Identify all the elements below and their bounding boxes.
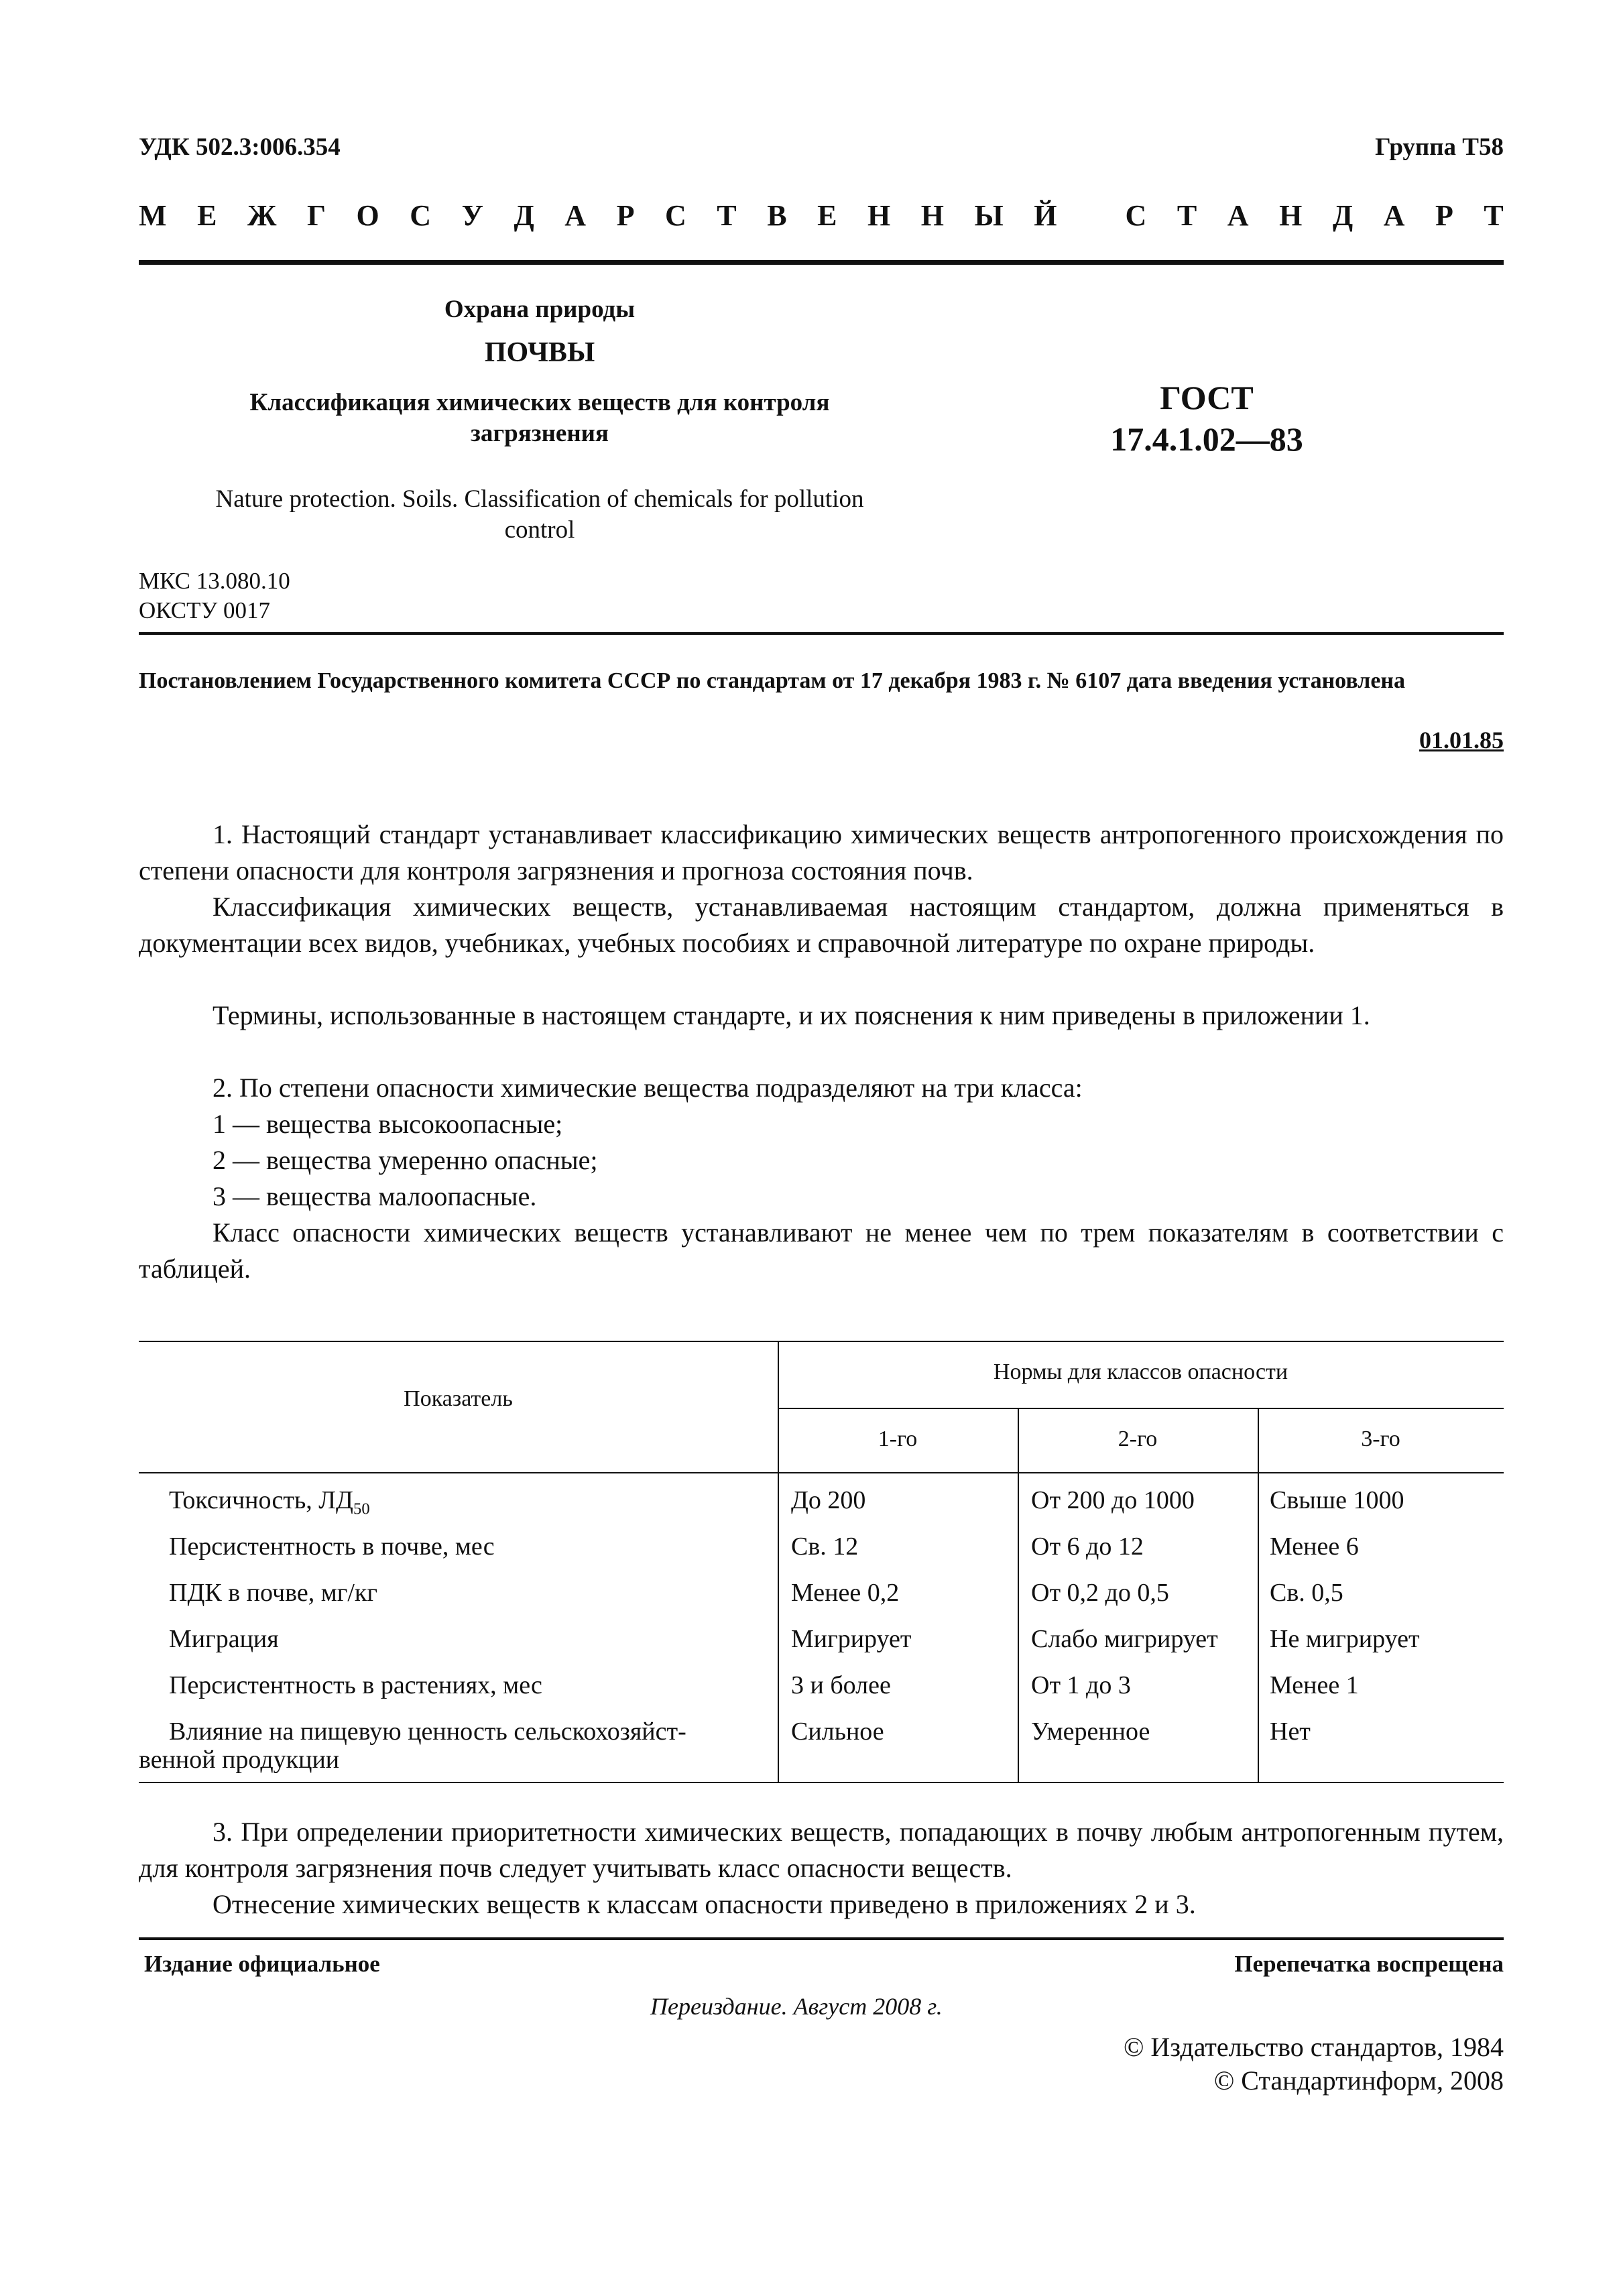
table-cell: Менее 6 [1270, 1532, 1359, 1561]
table-cell: Мигрирует [791, 1625, 912, 1653]
gost-label: ГОСТ [1160, 379, 1254, 416]
heading-letter: У [461, 199, 483, 232]
table-cell: От 1 до 3 [1031, 1671, 1131, 1699]
table-cell: До 200 [791, 1486, 866, 1514]
heading-letter: А [1383, 199, 1405, 232]
heading-letter: Н [920, 199, 944, 232]
heading-letter: О [356, 199, 379, 232]
copyright-1984: © Издательство стандартов, 1984 [1123, 2032, 1504, 2062]
table-header-class-2: 2-го [1118, 1427, 1158, 1451]
table-header-indicator: Показатель [404, 1386, 513, 1411]
table-header-class-1: 1-го [878, 1427, 918, 1451]
heading-letter: Д [514, 199, 534, 232]
heading-letter: С [410, 199, 432, 232]
mks-code: МКС 13.080.10 [139, 568, 290, 594]
title-line-1: Охрана природы [444, 296, 636, 323]
heading-letter: Ы [974, 199, 1004, 232]
table-row-label: Миграция [169, 1625, 279, 1653]
english-title: Nature protection. Soils. Classification of chemicals for pollution control [215, 485, 864, 544]
table-cell: Менее 0,2 [791, 1579, 900, 1607]
heading-letter: С [664, 199, 686, 232]
table-row-label-continued: венной продукции [139, 1746, 340, 1774]
heading-letter: В [767, 199, 787, 232]
heading-letter: Й [1034, 199, 1057, 232]
table-header-norms: Нормы для классов опасности [993, 1360, 1288, 1384]
table-cell: 3 и более [791, 1671, 891, 1699]
codes-rule [139, 632, 1504, 635]
heading-letter: Н [1279, 199, 1303, 232]
paragraph-2: Классификация химических веществ, устанавливаемая настоящим стандартом, должна применяться в документации всех видов, учебниках, учебных пособиях и справочной литературе по охране природы. [139, 892, 1504, 958]
heading-letter: А [1227, 199, 1249, 232]
heading-letter: Е [817, 199, 837, 232]
reissue-note: Переиздание. Август 2008 г. [650, 1993, 943, 2020]
table-row-label: Влияние на пищевую ценность сельскохозяйст- [169, 1717, 686, 1746]
introduction-date: 01.01.85 [1419, 727, 1504, 753]
heading-letter: Р [616, 199, 635, 232]
table-cell: От 6 до 12 [1031, 1532, 1144, 1561]
heading-letter: Т [717, 199, 737, 232]
hazard-class-3: 3 — вещества малоопасные. [213, 1181, 537, 1211]
heading-letter: А [564, 199, 587, 232]
table-cell: Сильное [791, 1717, 884, 1746]
title-line-2: ПОЧВЫ [484, 337, 595, 368]
reprint-prohibited-label: Перепечатка воспрещена [1234, 1951, 1504, 1977]
paragraph-9: 3. При определении приоритетности химических веществ, попадающих в почву любым антропогенным путем, для контроля загрязнения почв следует учитывать класс опасности веществ. [139, 1817, 1504, 1883]
heading-letter: Н [867, 199, 891, 232]
heading-letter: С [1125, 199, 1147, 232]
heading-letter: Т [1484, 199, 1504, 232]
table-cell: Свыше 1000 [1270, 1486, 1404, 1514]
table-row-label: ПДК в почве, мг/кг [169, 1579, 377, 1607]
hazard-class-2: 2 — вещества умеренно опасные; [213, 1145, 598, 1175]
paragraph-10: Отнесение химических веществ к классам опасности приведено в приложениях 2 и 3. [213, 1889, 1196, 1919]
okstu-code: ОКСТУ 0017 [139, 597, 271, 623]
table-cell: От 200 до 1000 [1031, 1486, 1195, 1514]
table-cell: От 0,2 до 0,5 [1031, 1579, 1169, 1607]
table-row-label: Токсичность, $ЛД_{50}$ [169, 1486, 370, 1518]
table-cell: Умеренное [1031, 1717, 1150, 1746]
interstate-standard-heading [139, 198, 1504, 233]
header-rule [139, 260, 1504, 265]
heading-letter: Е [197, 199, 217, 232]
paragraph-8: Класс опасности химических веществ устанавливают не менее чем по трем показателям в соответствии с таблицей. [139, 1217, 1504, 1284]
paragraph-1: 1. Настоящий стандарт устанавливает классификацию химических веществ антропогенного происхождения по степени опасности для контроля загрязнения и прогноза состояния почв. [139, 819, 1504, 886]
table-bottom-rule [139, 1782, 1504, 1783]
table-cell: Св. 0,5 [1270, 1579, 1343, 1607]
paragraph-3: Термины, использованные в настоящем стандарте, и их пояснения к ним приведены в приложении 1. [213, 1000, 1370, 1030]
table-cell: Св. 12 [791, 1532, 859, 1561]
heading-letter: М [139, 199, 167, 232]
official-edition-label: Издание официальное [144, 1951, 380, 1977]
table-row-label: Персистентность в растениях, мес [169, 1671, 542, 1699]
title-line-3: Классификация химических веществ для контроля загрязнения [249, 389, 830, 447]
table-header-rule [139, 1472, 1504, 1473]
heading-letter [1087, 198, 1095, 233]
udk-code: УДК 502.3:006.354 [139, 133, 341, 161]
classification-codes [139, 566, 290, 625]
table-cell: Слабо мигрирует [1031, 1625, 1218, 1653]
table-cell: Не мигрирует [1270, 1625, 1420, 1653]
footer-rule [139, 1937, 1504, 1940]
table-cell: Менее 1 [1270, 1671, 1359, 1699]
table-divider [778, 1473, 779, 1782]
table-header-class-3: 3-го [1361, 1427, 1400, 1451]
decree-text: Постановлением Государственного комитета СССР по стандартам от 17 декабря 1983 г. № 6107 дата введения установлена [139, 668, 1406, 693]
heading-letter: Д [1332, 199, 1354, 232]
copyright-2008: © Стандартинформ, 2008 [1213, 2065, 1504, 2096]
paragraph-4: 2. По степени опасности химические вещества подразделяют на три класса: [213, 1073, 1083, 1103]
table-divider [1258, 1473, 1259, 1782]
table-top-rule [139, 1341, 1504, 1342]
heading-letter: Г [307, 199, 326, 232]
heading-letter: Ж [247, 199, 277, 232]
gost-designation [1039, 377, 1374, 460]
heading-letter: Р [1435, 199, 1453, 232]
hazard-class-1: 1 — вещества высокоопасные; [213, 1109, 563, 1139]
heading-letter: Т [1177, 199, 1197, 232]
table-row-label: Персистентность в почве, мес [169, 1532, 495, 1561]
table-divider [1018, 1473, 1019, 1782]
table-divider [778, 1408, 1504, 1409]
group-code: Группа Т58 [1375, 133, 1504, 161]
table-cell: Нет [1270, 1717, 1311, 1746]
gost-number: 17.4.1.02—83 [1110, 420, 1303, 458]
